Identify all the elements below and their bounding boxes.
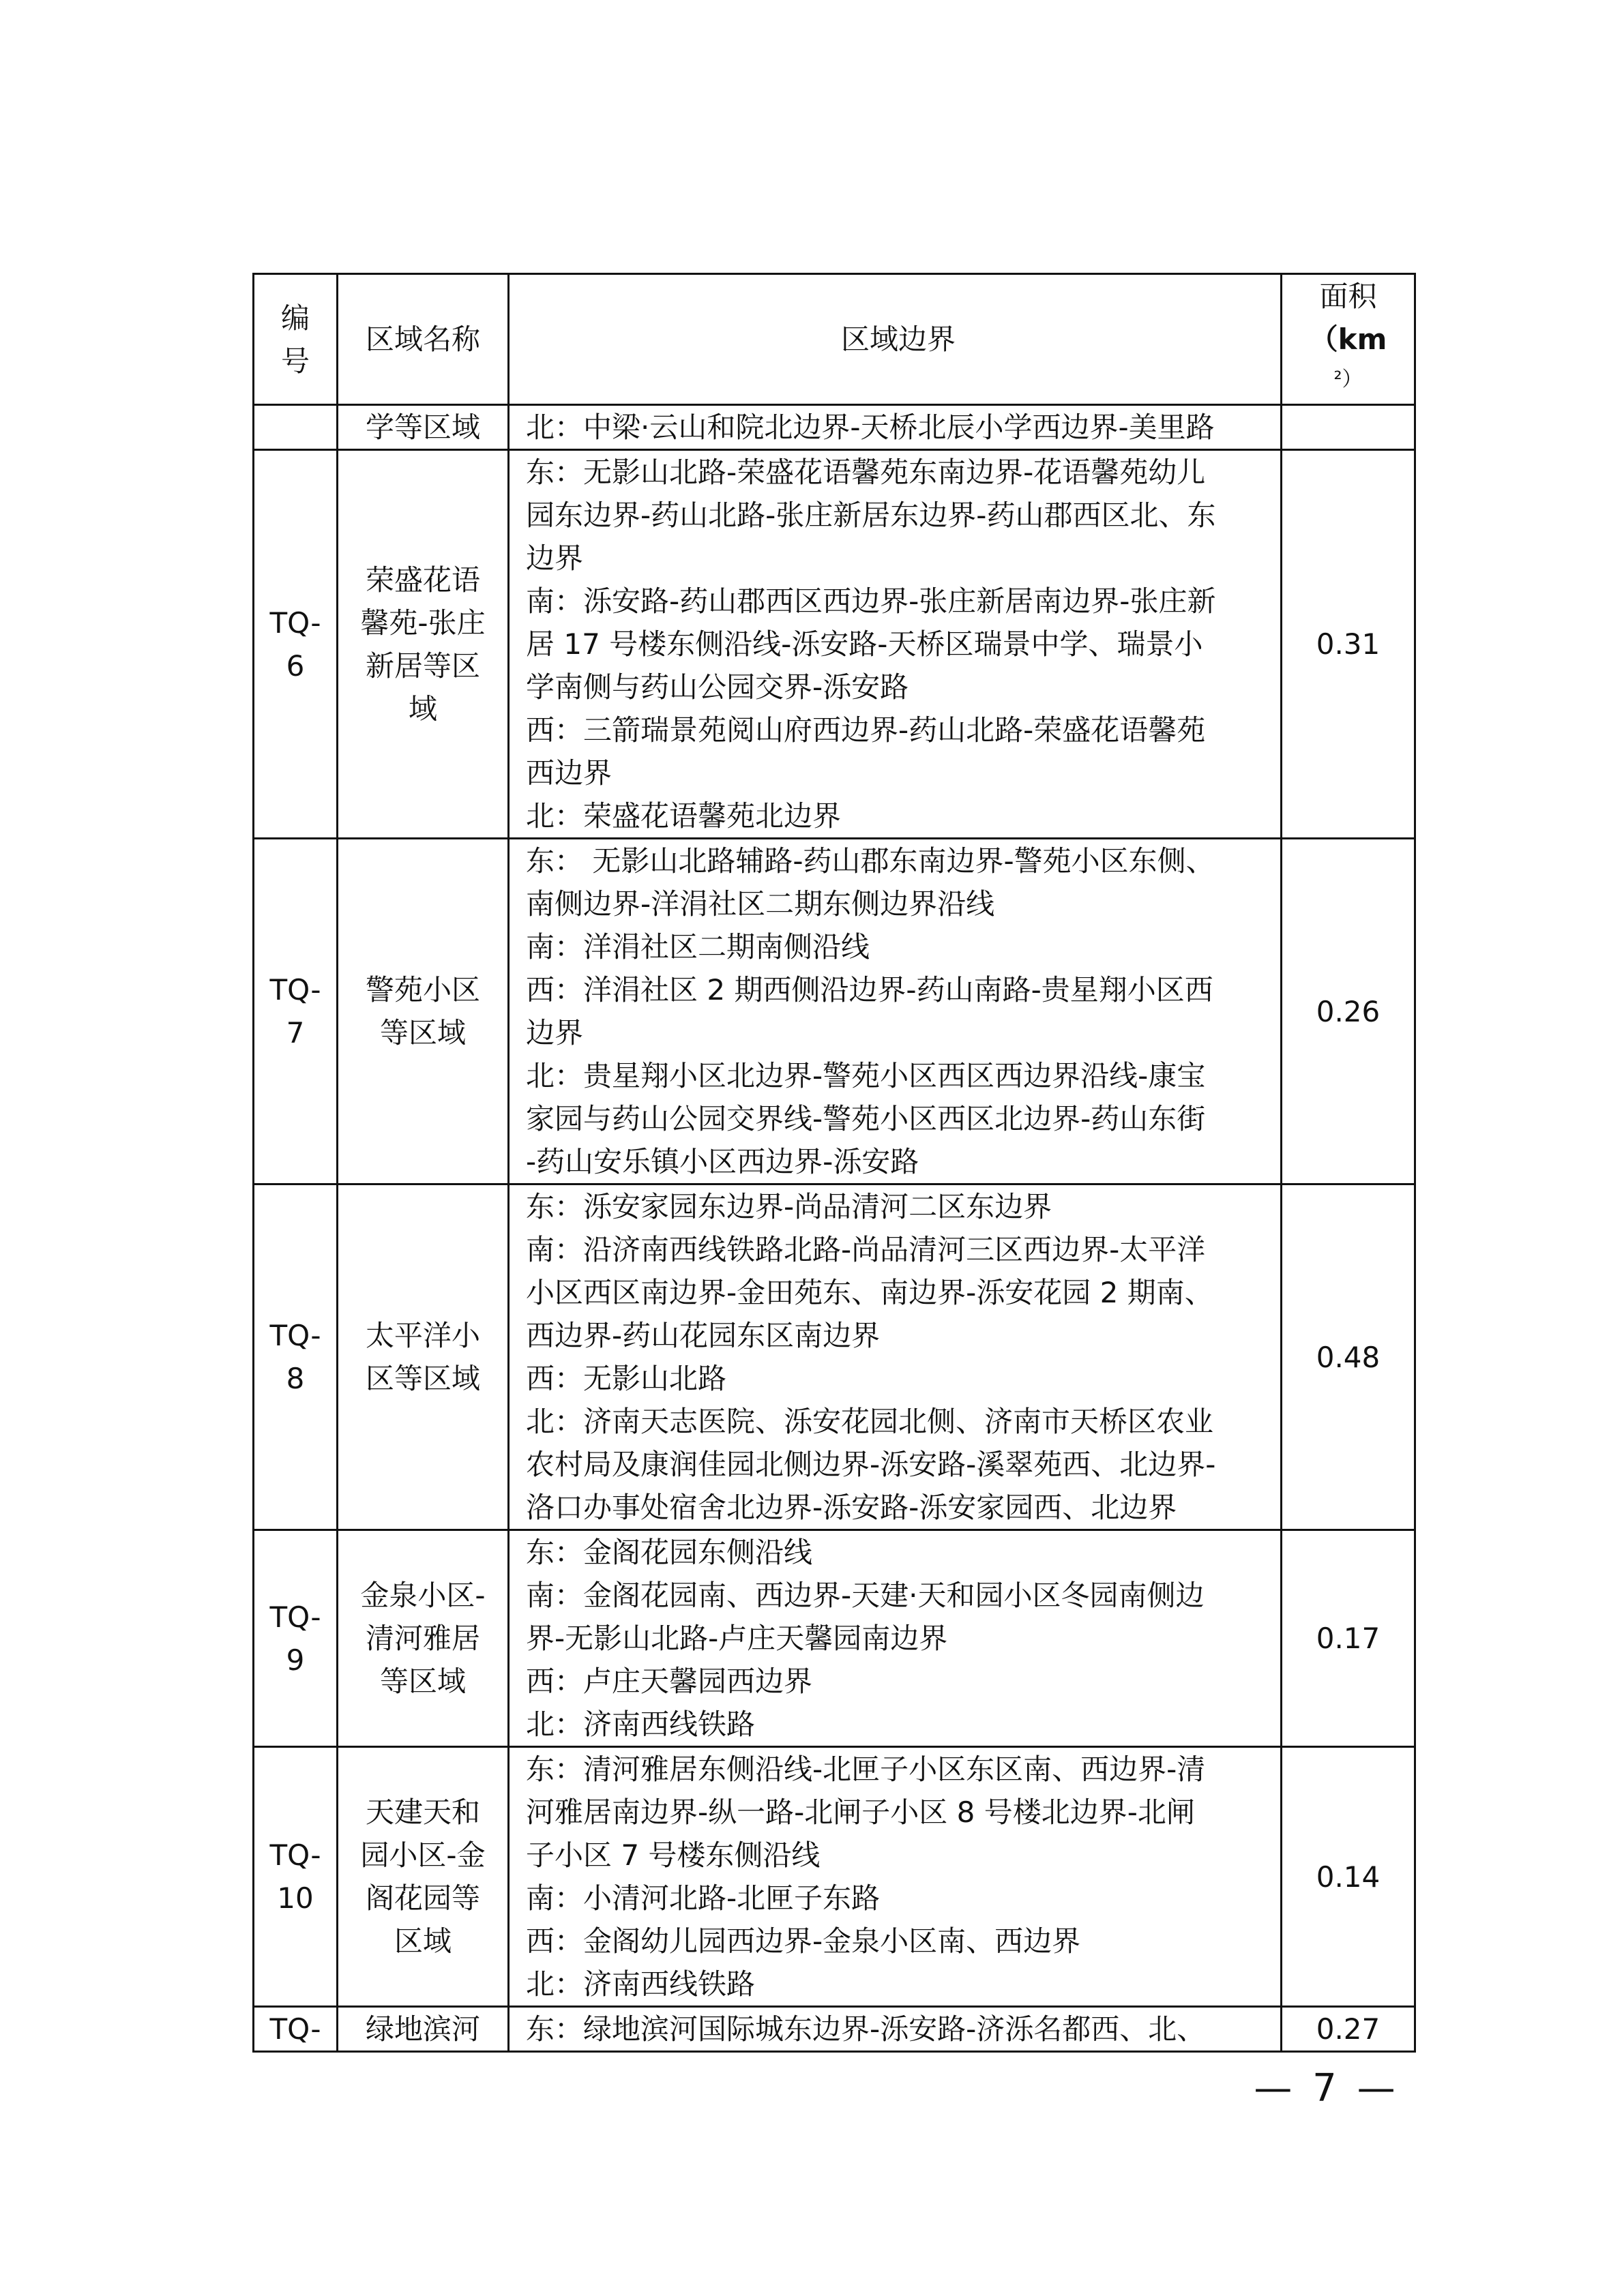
zone-name-line: 馨苑-张庄 (360, 606, 486, 640)
zone-id-line: TQ- (269, 2012, 321, 2046)
zone-boundary-line: 东：金阁花园东侧沿线 (526, 1536, 813, 1569)
zone-boundary-line: 家园与药山公园交界线-警苑小区西区北边界-药山东街 (526, 1102, 1206, 1135)
zone-id (254, 450, 338, 839)
zone-name-line: 阁花园等 (365, 1881, 480, 1915)
zone-id-line: 7 (286, 1016, 305, 1049)
zone-boundary-line: 西：洋涓社区 2 期西侧沿边界-药山南路-贵星翔小区西 (526, 973, 1213, 1007)
zone-boundary (509, 450, 1282, 839)
zone-boundary-line: 农村局及康润佳园北侧边界-泺安路-溪翠苑西、北边界- (526, 1448, 1216, 1481)
zone-name (338, 450, 509, 839)
zone-boundary-line: 西边界 (526, 756, 612, 790)
zone-boundary-line: 西：金阁幼儿园西边界-金泉小区南、西边界 (526, 1924, 1081, 1958)
zone-boundary-line: 边界 (526, 1016, 584, 1049)
zone-area: 0.17 (1282, 1530, 1415, 1747)
zone-boundary-line: 南：泺安路-药山郡西区西边界-张庄新居南边界-张庄新 (526, 584, 1216, 618)
zone-name (338, 2007, 509, 2052)
zone-boundary-line: 南：小清河北路-北匣子东路 (526, 1881, 881, 1915)
zone-area (1282, 405, 1415, 450)
zone-boundary-line: 南侧边界-洋涓社区二期东侧边界沿线 (526, 887, 995, 921)
header-area (1282, 274, 1415, 405)
table-row (254, 2007, 1415, 2052)
zone-area: 0.26 (1282, 839, 1415, 1184)
zone-boundary-line: 西：无影山北路 (526, 1362, 727, 1395)
zone-area: 0.31 (1282, 450, 1415, 839)
header-id (254, 274, 338, 405)
zone-name (338, 839, 509, 1184)
zone-boundary-line: 洛口办事处宿舍北边界-泺安路-泺安家园西、北边界 (526, 1491, 1177, 1524)
zone-boundary (509, 405, 1282, 450)
table-row (254, 1530, 1415, 1747)
header-id-line: 号 (280, 344, 310, 378)
zone-boundary-line: 东： 无影山北路辅路-药山郡东南边界-警苑小区东侧、 (526, 844, 1215, 878)
zone-id (254, 1747, 338, 2007)
zone-boundary (509, 1530, 1282, 1747)
zone-boundary-line: 北：中梁·云山和院北边界-天桥北辰小学西边界-美里路 (526, 411, 1215, 444)
zone-name (338, 1747, 509, 2007)
zone-boundary-line: 园东边界-药山北路-张庄新居东边界-药山郡西区北、东 (526, 498, 1216, 532)
zone-name-line: 等区域 (379, 1016, 466, 1049)
table-row (254, 1747, 1415, 2007)
zone-id-line: TQ- (269, 1319, 321, 1352)
zone-name-line: 太平洋小 (365, 1319, 480, 1352)
zone-boundary-line: 西：三箭瑞景苑阅山府西边界-药山北路-荣盛花语馨苑 (526, 713, 1206, 747)
zone-boundary-line: 东：绿地滨河国际城东边界-泺安路-济泺名都西、北、 (526, 2012, 1206, 2046)
zone-area: 0.27 (1282, 2007, 1415, 2052)
zone-boundary-table (252, 273, 1416, 2053)
zone-boundary-line: 居 17 号楼东侧沿线-泺安路-天桥区瑞景中学、瑞景小 (526, 627, 1203, 661)
zone-boundary-line: 西：卢庄天馨园西边界 (526, 1665, 813, 1698)
zone-id-line: 9 (286, 1643, 305, 1677)
zone-id-line: 8 (286, 1362, 305, 1395)
zone-boundary-line: 北：济南西线铁路 (526, 1708, 756, 1741)
table-row (254, 1184, 1415, 1530)
zone-name-line: 学等区域 (365, 411, 480, 444)
zone-id-line: TQ- (269, 1838, 321, 1872)
zone-boundary-line: 东：泺安家园东边界-尚品清河二区东边界 (526, 1190, 1052, 1223)
header-name: 区域名称 (338, 274, 509, 405)
zone-name-line: 区域 (394, 1924, 452, 1958)
table-header-row (254, 274, 1415, 405)
zone-id (254, 1184, 338, 1530)
zone-name-line: 等区域 (379, 1665, 466, 1698)
zone-boundary-line: 东：无影山北路-荣盛花语馨苑东南边界-花语馨苑幼儿 (526, 456, 1206, 489)
zone-name-line: 清河雅居 (365, 1622, 480, 1655)
zone-boundary-line: -药山安乐镇小区西边界-泺安路 (526, 1145, 919, 1178)
zone-boundary-line: 河雅居南边界-纵一路-北闸子小区 8 号楼北边界-北闸 (526, 1795, 1195, 1829)
zone-boundary-line: 边界 (526, 541, 584, 575)
zone-name-line: 园小区-金 (360, 1838, 486, 1872)
zone-name-line: 荣盛花语 (365, 563, 480, 597)
table-row (254, 405, 1415, 450)
zone-name-line: 域 (408, 691, 437, 726)
header-area-line: ²） (1333, 368, 1363, 391)
zone-boundary-line: 小区西区南边界-金田苑东、南边界-泺安花园 2 期南、 (526, 1276, 1213, 1309)
zone-id-line: 10 (277, 1881, 314, 1915)
zone-boundary-line: 南：金阁花园南、西边界-天建·天和园小区冬园南侧边 (526, 1579, 1205, 1612)
zone-name (338, 1530, 509, 1747)
header-boundary: 区域边界 (509, 274, 1282, 405)
zone-boundary-line: 南：沿济南西线铁路北路-尚品清河三区西边界-太平洋 (526, 1233, 1206, 1266)
zone-name (338, 1184, 509, 1530)
header-area-line: （km (1309, 323, 1387, 356)
zone-id-line: TQ- (269, 973, 321, 1007)
zone-boundary-line: 北：济南天志医院、泺安花园北侧、济南市天桥区农业 (526, 1405, 1214, 1438)
zone-id-line: TQ- (269, 1600, 321, 1634)
zone-area: 0.14 (1282, 1747, 1415, 2007)
zone-name-line: 警苑小区 (365, 973, 480, 1007)
zone-boundary (509, 1747, 1282, 2007)
zone-name-line: 金泉小区- (360, 1579, 486, 1612)
zone-name (338, 405, 509, 450)
zone-boundary-line: 学南侧与药山公园交界-泺安路 (526, 670, 909, 704)
zone-boundary-line: 北：贵星翔小区北边界-警苑小区西区西边界沿线-康宝 (526, 1059, 1206, 1092)
zone-name-line: 天建天和 (365, 1795, 480, 1829)
zone-id (254, 405, 338, 450)
page-number: — 7 — (1254, 2066, 1400, 2111)
zone-boundary (509, 1184, 1282, 1530)
zone-boundary-line: 东：清河雅居东侧沿线-北匣子小区东区南、西边界-清 (526, 1753, 1206, 1786)
zone-name-line: 新居等区 (365, 648, 480, 683)
zone-id (254, 2007, 338, 2052)
zone-boundary-line: 子小区 7 号楼东侧沿线 (526, 1838, 821, 1872)
header-area-line: 面积 (1319, 280, 1377, 313)
header-id-line: 编 (280, 301, 310, 335)
zone-boundary-line: 界-无影山北路-卢庄天馨园南边界 (526, 1622, 948, 1655)
table-row (254, 450, 1415, 839)
zone-name-line: 区等区域 (365, 1362, 480, 1395)
zone-id (254, 1530, 338, 1747)
zone-id-line: TQ- (269, 606, 321, 640)
zone-boundary-line: 北：荣盛花语馨苑北边界 (526, 799, 842, 833)
zone-boundary-line: 西边界-药山花园东区南边界 (526, 1319, 881, 1352)
zone-name-line: 绿地滨河 (365, 2012, 480, 2046)
zone-boundary-line: 北：济南西线铁路 (526, 1967, 756, 2001)
zone-boundary (509, 2007, 1282, 2052)
zone-area: 0.48 (1282, 1184, 1415, 1530)
zone-id (254, 839, 338, 1184)
table-row (254, 839, 1415, 1184)
zone-boundary-line: 南：洋涓社区二期南侧沿线 (526, 930, 870, 964)
zone-boundary (509, 839, 1282, 1184)
zone-id-line: 6 (286, 648, 305, 683)
